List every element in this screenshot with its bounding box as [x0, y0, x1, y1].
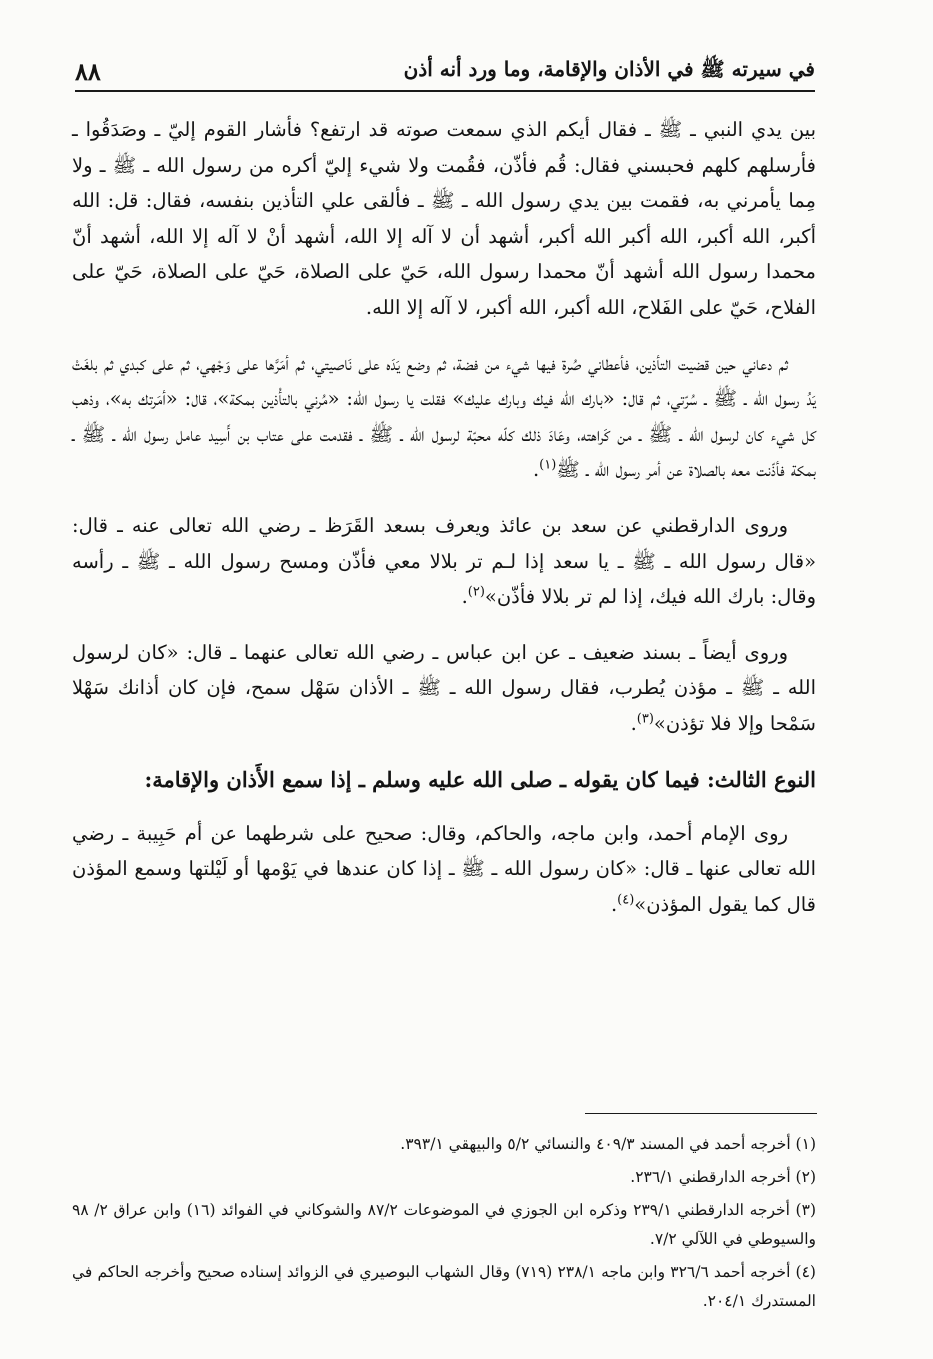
section-heading: النوع الثالث: فيما كان يقوله ـ صلى الله عليه وسلم ـ إذا سمع الأَذان والإقامة: [144, 766, 816, 792]
footnote-divider [585, 1113, 817, 1114]
paragraph [72, 112, 816, 326]
main-text [72, 112, 816, 942]
page-header [75, 52, 815, 92]
footnote-ref: (٣) [636, 711, 654, 727]
paragraph-text: روى الإمام أحمد، وابن ماجه، والحاكم، وقال: صحيح على شرطهما عن أم حَبِيبة ـ رضي الله تعالى عنها ـ قال: «كان رسول الله ـ ﷺ ـ إذا كان عندها في يَوْمها أو لَيْلتها وسمع المؤذن قال كما يقول المؤذن» [72, 821, 816, 916]
paragraph: ثم دعاني حين قضيت التأذين، فأعطاني صُرة فيها شيء من فضة، ثم وضع يَدَه على نَاصيتي، ثم أمَرَّها على وَجْهي، ثم على كبدي ثم بلغَتْ يَدُ رسول الله ـ ﷺ ـ سُرّتي، ثم قال: «بارك الله فيك وبارك عليك» فقلت يا رسول الله: «مُرني بالتأْذين بمكة»، قال: «أمَرتك به»، وذهب كل شيء كان لرسول الله ـ ﷺ ـ من كَراهته، وعَادَ ذلك كلّه محبّة لرسول الله ـ ﷺ ـ فقدمت على عتاب بن أَسِيد عامل رسول الله ـ ﷺ ـ بمكة فأذّنت معه بالصلاة عن أمر رسول الله ـ ﷺ$^{(١)}$. [72, 351, 816, 482]
footnote: (٢) أخرجه الدارقطني ٢٣٦/١. [630, 1168, 816, 1186]
footnote-ref: (١) [539, 457, 557, 473]
paragraph: وروى الدارقطني عن سعد بن عائذ ويعرف بسعد القَرَظ ـ رضي الله تعالى عنه ـ قال: «قال رسول الله ـ ﷺ ـ يا سعد إذا لـم تر بلالا معي فأذّن ومسح رسول الله ـ ﷺ ـ رأسه وقال: بارك الله فيك، إذا لم تر بلالا فأذّن»$^{(٢)}$. [72, 513, 816, 609]
page-number: ٨٨ [75, 57, 101, 86]
footnote-ref: (٢) [467, 584, 485, 600]
paragraph: وروى أيضاً ـ بسند ضعيف ـ عن ابن عباس ـ رضي الله تعالى عنهما ـ قال: «كان لرسول الله ـ ﷺ ـ مؤذن يُطرب، فقال رسول الله ـ ﷺ ـ الأذان سَهْل سمح، فإن كان أذانك سَهْلا سَمْحا وإلا فلا تؤذن»$^{(٣)}$. [72, 640, 816, 735]
footnote: (٤) أخرجه أحمد ٣٢٦/٦ وابن ماجه ٢٣٨/١ (٧١٩) وقال الشهاب البوصيري في الزوائد إسناده صحيح وأخرجه الحاكم في المستدرك ٢٠٤/١. [72, 1263, 816, 1310]
running-title: في سيرته ﷺ في الأذان والإقامة، وما ورد أنه أذن [403, 57, 815, 81]
paragraph-text: ثم دعاني حين قضيت التأذين، فأعطاني صُرة فيها شيء من فضة، ثم وضع يَدَه على نَاصيتي، ثم أمَرَّها على وَجْهي، ثم على كبدي ثم بلغَتْ يَدُ رسول الله ـ ﷺ ـ سُرّتي، ثم قال: «بارك الله فيك وبارك عليك» فقلت يا رسول الله: «مُرني بالتأْذين بمكة»، قال: «أمَرتك به»، وذهب كل شيء كان لرسول الله ـ ﷺ ـ من كَراهته، وعَادَ ذلك كلّه محبّة لرسول الله ـ ﷺ ـ فقدمت على عتاب بن أَسِيد عامل رسول الله ـ ﷺ ـ بمكة فأذّنت معه بالصلاة عن أمر رسول الله ـ ﷺ [72, 351, 816, 482]
footnote-ref: (٤) [617, 892, 635, 908]
paragraph: روى الإمام أحمد، وابن ماجه، والحاكم، وقال: صحيح على شرطهما عن أم حَبِيبة ـ رضي الله تعالى عنها ـ قال: «كان رسول الله ـ ﷺ ـ إذا كان عندها في يَوْمها أو لَيْلتها وسمع المؤذن قال كما يقول المؤذن»$^{(٤)}$. [72, 821, 816, 916]
footnotes [72, 1130, 816, 1320]
paragraph-text: وروى أيضاً ـ بسند ضعيف ـ عن ابن عباس ـ رضي الله تعالى عنهما ـ قال: «كان لرسول الله ـ ﷺ ـ مؤذن يُطرب، فقال رسول الله ـ ﷺ ـ الأذان سَهْل سمح، فإن كان أذانك سَهْلا سَمْحا وإلا فلا تؤذن» [72, 640, 816, 735]
footnote: (١) أخرجه أحمد في المسند ٤٠٩/٣ والنسائي ٥/٢ والبيهقي ٣٩٣/١. [400, 1135, 816, 1153]
paragraph-text: بين يدي النبي ـ ﷺ ـ فقال أيكم الذي سمعت صوته قد ارتفع؟ فأشار القوم إليّ ـ وصَدَقُوا ـ فأرسلهم كلهم فحبسني فقال: قُم فأذّن، فقُمت ولا شيء إليّ أكره من رسول الله ـ ﷺ ـ ولا مِما يأمرني به، فقمت بين يدي رسول الله ـ ﷺ ـ فألقى علي التأذين بنفسه، فقال: قل: الله أكبر، الله أكبر، الله أكبر الله أكبر، أشهد أن لا آله إلا الله، أشهد أنْ لا آله إلا الله، أشهد أنّ محمدا رسول الله أشهد أنّ محمدا رسول الله، حَيّ على الصلاة، حَيّ على الصلاة، حَيّ على الفلاح، حَيّ على الفَلاح، الله أكبر، الله أكبر، لا آله إلا الله. [72, 118, 816, 319]
footnote: (٣) أخرجه الدارقطني ٢٣٩/١ وذكره ابن الجوزي في الموضوعات ٨٧/٢ والشوكاني في الفوائد (١٦) وابن عراق ٢/ ٩٨ والسيوطي في اللآلي ٧/٢. [72, 1201, 816, 1248]
paragraph-text: وروى الدارقطني عن سعد بن عائذ ويعرف بسعد القَرَظ ـ رضي الله تعالى عنه ـ قال: «قال رسول الله ـ ﷺ ـ يا سعد إذا لـم تر بلالا معي فأذّن ومسح رسول الله ـ ﷺ ـ رأسه وقال: بارك الله فيك، إذا لم تر بلالا فأذّن» [72, 513, 816, 609]
